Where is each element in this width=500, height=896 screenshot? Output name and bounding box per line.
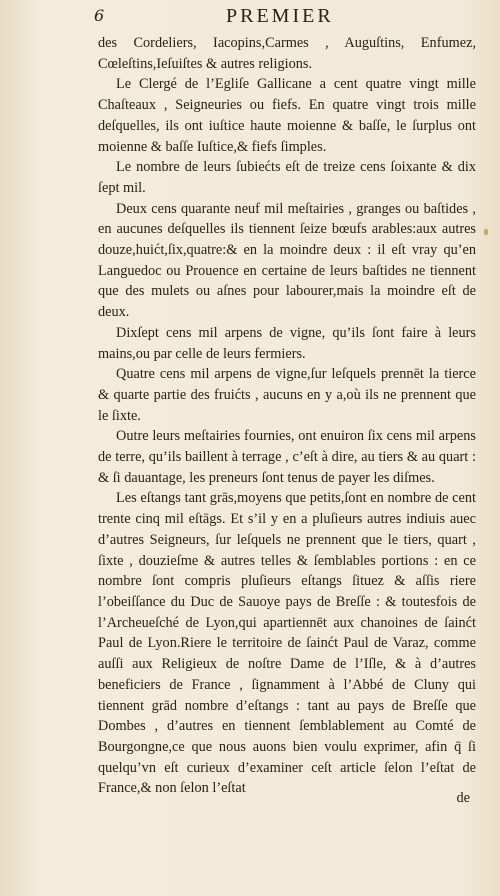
paragraph: des Cordeliers, Iacopins,Carmes , Auguſtins, Enfumez, Cœleſtins,Ieſuiſtes & autres religions. <box>98 35 476 72</box>
catchword: de <box>456 790 470 806</box>
running-head: PREMIER <box>226 5 334 27</box>
page-number: 6 <box>94 6 105 25</box>
paragraph: Deux cens quarante neuf mil meſtairies , granges ou baſtides , en aucunes deſquelles ils tiennent ſeize bœufs arables:aux autres douze,huićt,ſix,quatre:& en la moindre deux : il eſt vray qu’en Languedoc ou Prouence en certaine de leurs baſtides ne tiennent que des mulets ou aſnes pour labourer,mais la moindre eſt de deux. <box>98 200 476 321</box>
paragraph: Dixſept cens mil arpens de vigne, qu’ils ſont faire à leurs mains,ou par celle de leurs fermiers. <box>98 324 476 362</box>
page-header <box>0 4 500 32</box>
paragraph: Les eſtangs tant grās,moyens que petits,ſont en nombre de cent trente cinq mil eſtāgs. Et s’il y en a pluſieurs autres indiuis auec d’autres Seigneurs, ſur leſquels ne prennent que le tiers, quart , ſixte , douzieſme & autres telles & ſemblables portions : en ce nombre ſont compris pluſieurs eſtangs ſituez & aſſis riere l’obeiſſance du Duc de Sauoye pays de Breſſe : & toutesfois de l’Archeueſché de Lyon,qui apartiennēt aux chanoines de ſainćt Paul de Lyon.Riere le territoire de ſainćt Paul de Varaz, comme auſſi aux Religieux de noſtre Dame de l’Iſle, & à d’autres beneficiers de France , ſignamment à l’Abbé de Cluny qui tiennent grād nombre d’eſtangs : tant au pays de Breſſe que Dombes , d’autres en tiennent ſemblablement au Comté de Bourgongne,ce que nous auons bien voulu exprimer, afin q̄ ſi quelqu’vn eſt curieux d’examiner ceſt article ſelon l’eſtat de France,& non ſelon l’eſtat <box>98 490 476 797</box>
margin-mark <box>484 229 488 235</box>
paragraph: Le Clergé de l’Egliſe Gallicane a cent quatre vingt mille Chaſteaux , Seigneuries ou fiefs. En quatre vingt trois mille deſquelles, ils ont iuſtice haute moienne & baſſe, le ſurplus ont moienne & baſſe Iuſtice,& fiefs ſimples. <box>98 76 476 155</box>
body-text <box>98 33 476 799</box>
paragraph: Quatre cens mil arpens de vigne,ſur leſquels prennēt la tierce & quarte partie des fruićts , aucuns en y a,où ils ne prennent que le ſixte. <box>98 366 476 424</box>
paragraph: Le nombre de leurs ſubiećts eſt de treize cens ſoixante & dix ſept mil. <box>98 159 476 196</box>
paragraph: Outre leurs meſtairies fournies, ont enuiron ſix cens mil arpens de terre, qu’ils baillent à terrage , c’eſt à dire, au tiers & au quart : & ſi dauantage, les preneurs ſont tenus de payer les diſmes. <box>98 428 476 486</box>
